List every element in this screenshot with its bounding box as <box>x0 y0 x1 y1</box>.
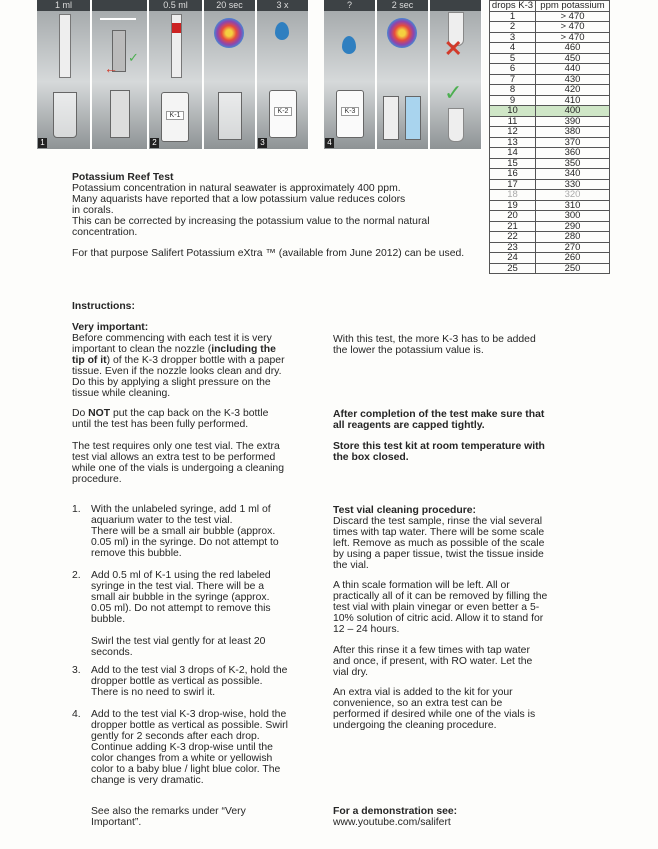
instruction-illustration-strip <box>37 0 482 149</box>
step-4-text: Add to the test vial K-3 drop-wise, hold the dropper bottle as vertical as possible. Swirl gently for 2 seconds after each drop. Continue adding K-3 drop-wise until the color changes from a white or yellowish color to a baby blue / light blue color. The change is very dramatic. <box>91 709 288 786</box>
drops-cell: 5 <box>490 53 536 64</box>
step-3-number: 3. <box>72 665 81 676</box>
ppm-cell: 360 <box>536 148 610 159</box>
blue-vial-icon <box>405 96 421 140</box>
drops-cell: 12 <box>490 127 536 138</box>
table-row <box>490 137 610 148</box>
panel-caption: ? <box>324 0 375 11</box>
test-title: Potassium Reef Test <box>72 172 174 183</box>
panel-k3 <box>324 0 376 149</box>
drops-cell: 19 <box>490 200 536 211</box>
drops-cell: 14 <box>490 148 536 159</box>
white-vial-icon <box>383 96 399 140</box>
header-drops: drops K-3 <box>490 1 536 12</box>
red-arrow-icon: ← <box>104 60 118 76</box>
table-row <box>490 148 610 159</box>
arrow-left-icon <box>100 18 136 20</box>
ppm-cell: 340 <box>536 169 610 180</box>
drop-icon <box>342 36 356 54</box>
header-ppm: ppm potassium <box>536 1 610 12</box>
panel-nozzle-cleaning <box>430 0 482 149</box>
k1-bottle-icon <box>161 92 189 142</box>
panel-caption: 20 sec <box>204 0 255 11</box>
test-vial-icon <box>53 92 77 138</box>
red-syringe-icon <box>171 14 182 78</box>
rinse-text: After this rinse it a few times with tap water and once, if present, with RO water. Let the vial dry. <box>333 645 533 678</box>
step-number: 4 <box>325 138 334 148</box>
ppm-cell: 320 <box>536 190 610 201</box>
syringe-icon <box>59 14 71 78</box>
ppm-cell: 290 <box>536 221 610 232</box>
cleaning-heading: Test vial cleaning procedure: <box>333 505 477 516</box>
drops-cell: 8 <box>490 85 536 96</box>
ppm-cell: > 470 <box>536 32 610 43</box>
drops-cell: 6 <box>490 64 536 75</box>
ppm-cell: 330 <box>536 179 610 190</box>
important-text-a: Before commencing with each test it is very important to clean the nozzle ( <box>72 333 272 355</box>
table-row <box>490 95 610 106</box>
table-row <box>490 242 610 253</box>
drop-icon <box>275 22 289 40</box>
panel-caption: 3 x <box>257 0 308 11</box>
table-header-row <box>490 1 610 12</box>
step-3-text: Add to the test vial 3 drops of K-2, hold the dropper bottle as vertical as possible. There is no need to swirl it. <box>91 665 288 698</box>
ppm-cell: > 470 <box>536 22 610 33</box>
scale-removal-text: A thin scale formation will be left. All or practically all of it can be removed by filling the test vial with plain vinegar or even better a 5- 10% solution of citric acid. Allow it to stand for 12 – 24 hours. <box>333 580 548 635</box>
ppm-cell: 280 <box>536 232 610 243</box>
table-row <box>490 64 610 75</box>
table-row <box>490 127 610 138</box>
panel-caption <box>430 0 481 11</box>
panel-swirl <box>204 0 256 149</box>
ppm-cell: 430 <box>536 74 610 85</box>
important-text-bold: including the tip of it <box>72 344 276 366</box>
panel-caption: 0.5 ml <box>149 0 202 11</box>
drops-cell: 11 <box>490 116 536 127</box>
vial-icon <box>110 90 130 138</box>
step-2-number: 2. <box>72 570 81 581</box>
demo-heading: For a demonstration see: <box>333 806 458 817</box>
ppm-cell: 260 <box>536 253 610 264</box>
swirl-icon <box>214 18 244 48</box>
table-row <box>490 179 610 190</box>
bottle-label: K-2 <box>274 107 292 116</box>
drops-cell: 22 <box>490 232 536 243</box>
panel-syringe-water <box>37 0 91 149</box>
panel-caption: 2 sec <box>377 0 428 11</box>
cap-text-c: put the cap back on the K-3 bottle until the test has been fully performed. <box>72 408 269 430</box>
very-important-text <box>72 333 302 399</box>
drops-cell: 4 <box>490 43 536 54</box>
ppm-cell: 390 <box>536 116 610 127</box>
drops-cell: 9 <box>490 95 536 106</box>
vial-icon <box>218 92 242 140</box>
panel-color-change <box>377 0 429 149</box>
ppm-cell: 250 <box>536 263 610 274</box>
drops-cell: 15 <box>490 158 536 169</box>
k2-bottle-icon <box>269 90 297 138</box>
ppm-cell: 350 <box>536 158 610 169</box>
intro-text: Potassium concentration in natural seawater is approximately 400 ppm. Many aquarists have reported that a low potassium value reduces colors in corals. This can be corrected by increasing the potassium value to the normal natural concentration. <box>72 183 430 238</box>
vial-info: The test requires only one test vial. The extra test vial allows an extra test to be performed while one of the vials is undergoing a cleaning procedure. <box>72 441 284 485</box>
step-number: 1 <box>38 138 47 148</box>
table-row <box>490 74 610 85</box>
step-4-number: 4. <box>72 709 81 720</box>
table-row <box>490 116 610 127</box>
table-row <box>490 200 610 211</box>
extra-vial-text: An extra vial is added to the kit for your convenience, so an extra test can be performed if desired while one of the vials is undergoing the cleaning procedure. <box>333 687 536 731</box>
table-row <box>490 22 610 33</box>
drops-cell: 2 <box>490 22 536 33</box>
drops-cell: 20 <box>490 211 536 222</box>
table-row <box>490 169 610 180</box>
clean-nozzle-icon <box>448 108 464 142</box>
panel-caption: 1 ml <box>37 0 90 11</box>
table-row <box>490 158 610 169</box>
capped-notice: After completion of the test make sure that all reagents are capped tightly. <box>333 409 545 431</box>
table-row <box>490 85 610 96</box>
bottle-label: K-3 <box>341 107 359 116</box>
cap-text-a: Do <box>72 408 89 419</box>
table-row <box>490 211 610 222</box>
drops-cell: 23 <box>490 242 536 253</box>
extra-text: For that purpose Salifert Potassium eXtra ™ (available from June 2012) can be used. <box>72 248 465 259</box>
ppm-cell: 300 <box>536 211 610 222</box>
drops-cell: 7 <box>490 74 536 85</box>
drops-to-ppm-table <box>489 0 610 274</box>
table-row <box>490 53 610 64</box>
table-body <box>490 11 610 274</box>
bottle-label: K-1 <box>166 111 184 120</box>
ppm-cell: 440 <box>536 64 610 75</box>
ppm-cell: 460 <box>536 43 610 54</box>
k3-bottle-icon <box>336 90 364 138</box>
table-row <box>490 221 610 232</box>
panel-caption <box>92 0 147 11</box>
important-text-c: ) of the K-3 dropper bottle with a paper tissue. Even if the nozzle looks clean and dry. Do this by applying a slight pressure on the tissue while cleaning. <box>72 355 285 399</box>
swirl-icon <box>387 18 417 48</box>
table-row <box>490 43 610 54</box>
table-row <box>490 32 610 43</box>
ppm-cell: 420 <box>536 85 610 96</box>
ppm-cell: 380 <box>536 127 610 138</box>
table-row <box>490 11 610 22</box>
very-important-heading: Very important: <box>72 322 149 333</box>
ppm-cell: 370 <box>536 137 610 148</box>
drops-cell: 1 <box>490 11 536 22</box>
table-row <box>490 190 610 201</box>
panel-k1 <box>149 0 203 149</box>
ppm-cell: 400 <box>536 106 610 117</box>
panel-bubble <box>92 0 148 149</box>
step-1-text: With the unlabeled syringe, add 1 ml of aquarium water to the test vial. There will be a small air bubble (approx. 0.05 ml) in the syringe. Do not attempt to remove this bubble. <box>91 504 279 559</box>
see-also-text: See also the remarks under “Very Important”. <box>91 806 246 828</box>
drops-cell: 18 <box>490 190 536 201</box>
panel-k2 <box>257 0 309 149</box>
step-number: 2 <box>150 138 159 148</box>
table-row <box>490 253 610 264</box>
cap-text-bold: NOT <box>88 408 111 419</box>
ppm-cell: 410 <box>536 95 610 106</box>
drops-cell: 21 <box>490 221 536 232</box>
ppm-cell: 310 <box>536 200 610 211</box>
storage-notice: Store this test kit at room temperature with the box closed. <box>333 441 545 463</box>
drops-cell: 17 <box>490 179 536 190</box>
green-check-icon: ✓ <box>444 80 463 105</box>
step-number: 3 <box>258 138 267 148</box>
green-check-icon: ✓ <box>128 50 139 65</box>
ppm-cell: > 470 <box>536 11 610 22</box>
demo-link[interactable]: www.youtube.com/salifert <box>333 817 451 828</box>
drops-cell: 10 <box>490 106 536 117</box>
drops-cell: 13 <box>490 137 536 148</box>
table-row <box>490 263 610 274</box>
ppm-cell: 270 <box>536 242 610 253</box>
step-2-text: Add 0.5 ml of K-1 using the red labeled syringe in the test vial. There will be a small air bubble in the syringe (approx. 0.05 ml). Do not attempt to remove this bubble. Swirl the test vial gently for at least 20 seconds. <box>91 570 271 658</box>
drops-cell: 25 <box>490 263 536 274</box>
table-row <box>490 106 610 117</box>
table-row <box>490 232 610 243</box>
drops-cell: 3 <box>490 32 536 43</box>
red-x-icon: ✕ <box>444 36 463 61</box>
cap-warning <box>72 408 302 430</box>
drops-cell: 24 <box>490 253 536 264</box>
more-k3-text: With this test, the more K-3 has to be added the lower the potassium value is. <box>333 334 536 356</box>
drops-cell: 16 <box>490 169 536 180</box>
ppm-cell: 450 <box>536 53 610 64</box>
step-1-number: 1. <box>72 504 81 515</box>
cleaning-text: Discard the test sample, rinse the vial several times with tap water. There will be some scale left. Remove as much as possible of the scale by using a paper tissue, twist the tissue inside the vial. <box>333 516 545 571</box>
instructions-heading: Instructions: <box>72 301 135 312</box>
